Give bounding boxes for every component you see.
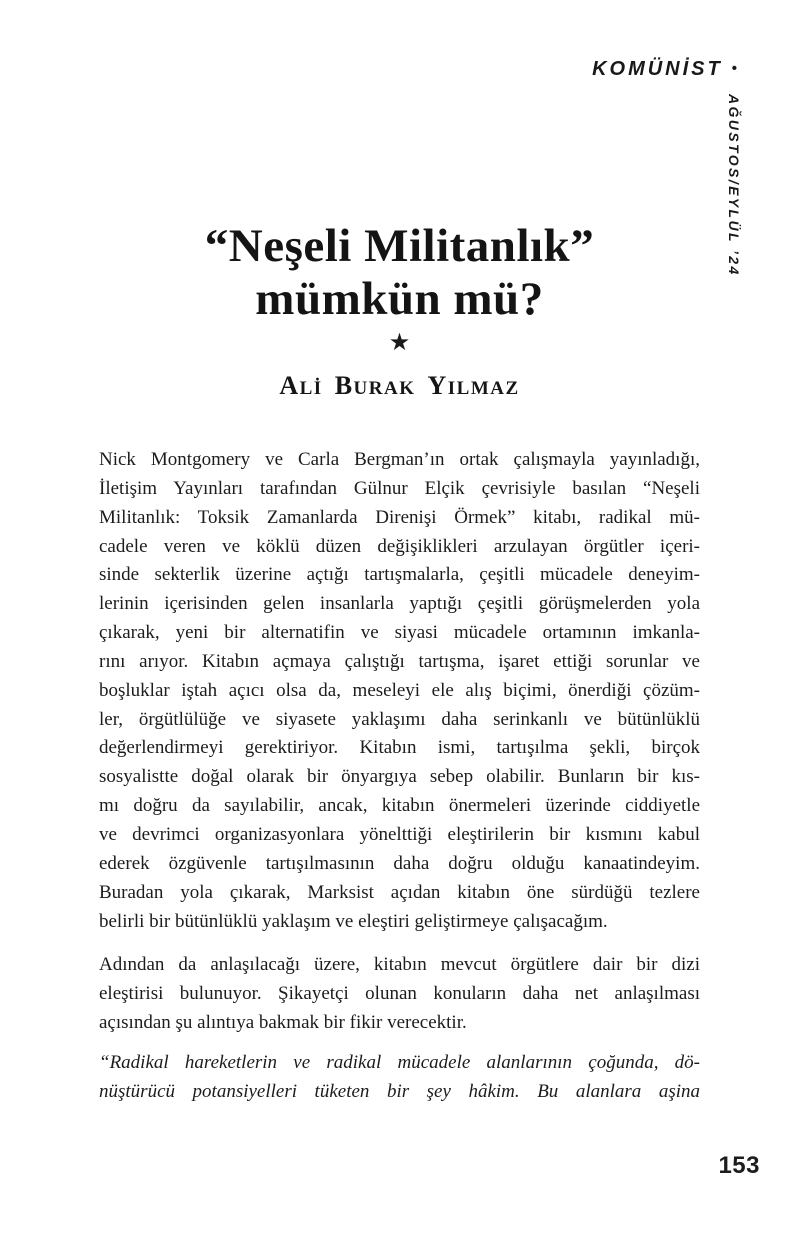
body-line: çıkarak, yeni bir alternatifin ve siyasi mücadele ortamının imkanla- xyxy=(99,622,700,644)
body-line: mı doğru da sayılabilir, ancak, kitabın önermeleri üzerinde ciddiyetle xyxy=(99,795,700,817)
body-line: belirli bir bütünlüklü yaklaşım ve eleştiri geliştirmeye çalışacağım. xyxy=(99,910,608,932)
article-title-line2: mümkün mü? xyxy=(255,273,544,325)
paragraph xyxy=(99,446,700,936)
body-line: boşluklar iştah açıcı olsa da, meseleyi ele alış biçimi, önerdiği çözüm- xyxy=(99,679,700,701)
article-title-line1: “Neşeli Militanlık” xyxy=(204,220,595,272)
body-line: Adından da anlaşılacağı üzere, kitabın mevcut örgütlere dair bir dizi xyxy=(99,954,700,976)
body-line: sosyalistte doğal olarak bir önyargıya sebep olabilir. Bunların bir kıs- xyxy=(99,766,700,788)
body-line: Nick Montgomery ve Carla Bergman’ın ortak çalışmayla yayınladığı, xyxy=(99,449,700,470)
paragraph xyxy=(99,1049,700,1107)
body-line: İletişim Yayınları tarafından Gülnur Elçik çevrisiyle basılan “Neşeli xyxy=(99,477,700,499)
author-middle-name: BURAK xyxy=(334,371,416,400)
body-line: eleştirisi bulunuyor. Şikayetçi olunan konuların daha net anlaşılması xyxy=(99,983,700,1005)
body-line: Buradan yola çıkarak, Marksist açıdan kitabın öne sürdüğü tezlere xyxy=(99,881,700,903)
author-last-name: YILMAZ xyxy=(427,371,520,400)
body-line: “Radikal hareketlerin ve radikal mücadele alanlarının çoğunda, dö- xyxy=(99,1051,700,1073)
star-divider-icon: ★ xyxy=(388,328,411,356)
body-line: açısından şu alıntıya bakmak bir fikir verecektir. xyxy=(99,1012,467,1034)
paragraph xyxy=(99,951,700,1038)
masthead-bullet-icon: • xyxy=(731,60,737,77)
body-line: ve devrimci organizasyonlara yönelttiği eleştirilerin bir kısmını kabul xyxy=(99,823,700,845)
body-line: sinde sekterlik üzerine açtığı tartışmalarla, çeşitli mücadele deneyim- xyxy=(99,564,700,586)
body-line: ler, örgütlülüğe ve siyasete yaklaşımı daha serinkanlı ve bütünlüklü xyxy=(99,708,700,730)
body-line: cadele veren ve köklü düzen değişiklikleri arzulayan örgütler içeri- xyxy=(99,535,700,557)
body-line: nüştürücü potansiyelleri tüketen bir şey hâkim. Bu alanlara aşina xyxy=(99,1080,700,1102)
body-line: rını arıyor. Kitabın açmaya çalıştığı tartışma, işaret ettiği sorunlar ve xyxy=(99,650,700,672)
body-line: ederek özgüvenle tartışılmasının daha doğru olduğu kanaatindeyim. xyxy=(99,852,700,874)
body-text xyxy=(99,446,700,1107)
page-number: 153 xyxy=(718,1152,760,1179)
body-line: Militanlık: Toksik Zamanlarda Direnişi Örmek” kitabı, radikal mü- xyxy=(99,506,700,528)
author-byline xyxy=(99,371,700,401)
body-line: lerinin içerisinden gelen insanlarla yaptığı çeşitli görüşmelerden yola xyxy=(99,593,700,615)
masthead-title: KOMÜNİST xyxy=(592,58,723,80)
body-line: değerlendirmeyi gerektiriyor. Kitabın ismi, tartışılma şekli, birçok xyxy=(99,737,700,759)
author-first-name: ALİ xyxy=(279,371,323,400)
issue-date-vertical: AĞUSTOS/EYLÜL ’24 xyxy=(726,94,742,277)
article-title xyxy=(99,220,700,326)
masthead xyxy=(592,58,737,81)
